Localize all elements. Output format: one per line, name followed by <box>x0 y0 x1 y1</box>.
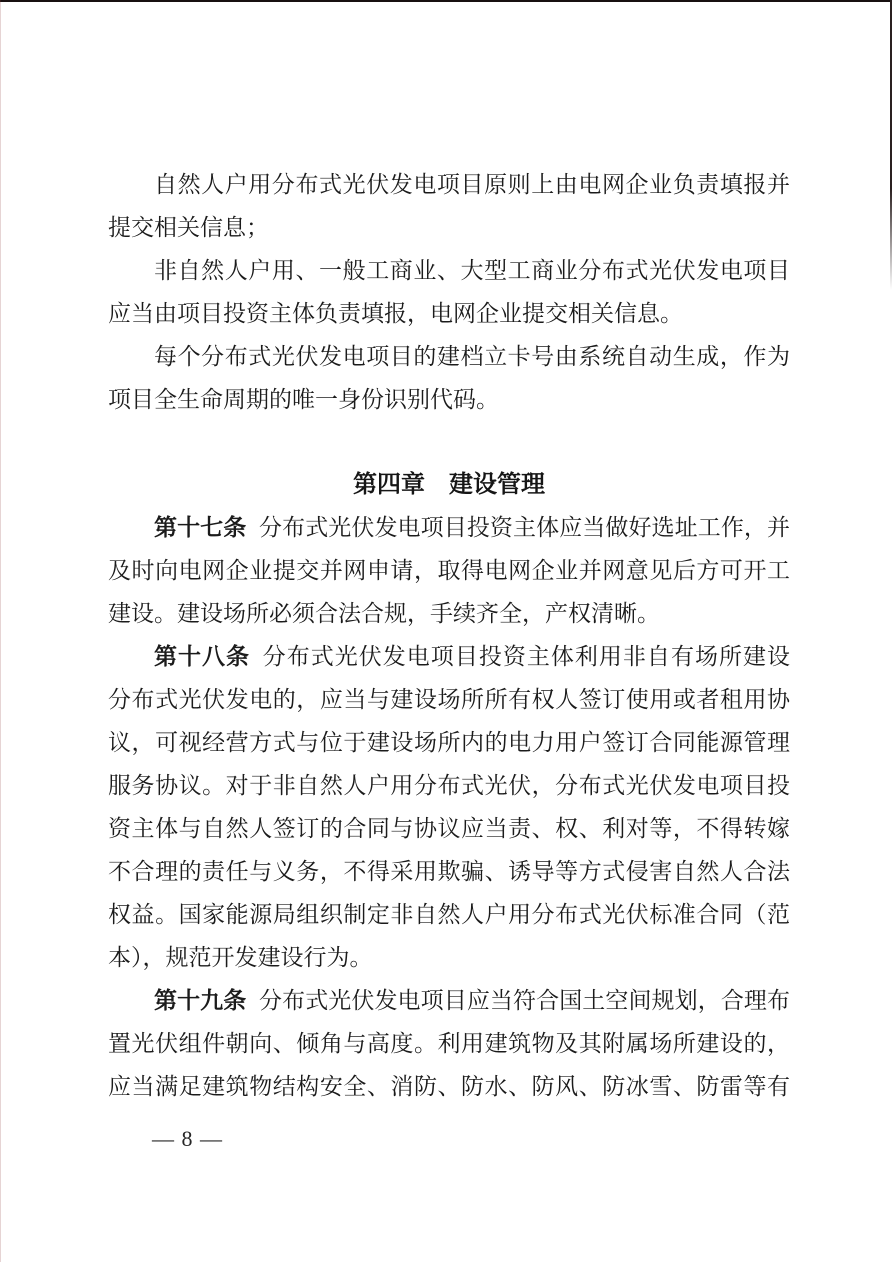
text-line <box>108 1022 790 1065</box>
line-text: 服务协议。对于非自然人户用分布式光伏，分布式光伏发电项目投 <box>108 773 790 798</box>
line-text: 分布式光伏发电项目投资主体利用非自有场所建设 <box>262 644 790 669</box>
text-line <box>108 592 790 635</box>
text-line <box>108 635 790 678</box>
text-line <box>108 807 790 850</box>
line-text: 非自然人户用、一般工商业、大型工商业分布式光伏发电项目 <box>154 258 790 283</box>
text-line <box>108 378 790 421</box>
line-text: 应当满足建筑物结构安全、消防、防水、防风、防冰雪、防雷等有 <box>108 1074 790 1099</box>
text-line <box>108 764 790 807</box>
text-line <box>108 206 790 249</box>
article-number: 第十八条 <box>154 644 251 669</box>
document-body <box>108 163 790 1108</box>
text-line <box>108 506 790 549</box>
paragraph <box>108 163 790 249</box>
line-text: 应当由项目投资主体负责填报，电网企业提交相关信息。 <box>108 301 683 326</box>
line-text: 不合理的责任与义务，不得采用欺骗、诱导等方式侵害自然人合法 <box>108 859 790 884</box>
text-line <box>108 335 790 378</box>
article-number: 第十九条 <box>154 988 247 1013</box>
line-text: 资主体与自然人签订的合同与协议应当责、权、利对等，不得转嫁 <box>108 816 790 841</box>
text-line <box>108 979 790 1022</box>
text-line <box>108 936 790 979</box>
text-line <box>108 163 790 206</box>
paragraph <box>108 335 790 421</box>
text-line <box>108 1065 790 1108</box>
scan-border-top <box>0 0 892 2</box>
line-text: 分布式光伏发电项目应当符合国土空间规划，合理布 <box>259 988 790 1013</box>
line-text: 及时向电网企业提交并网申请，取得电网企业并网意见后方可开工 <box>108 558 790 583</box>
text-line <box>108 850 790 893</box>
line-text: 分布式光伏发电的，应当与建设场所所有权人签订使用或者租用协 <box>108 687 790 712</box>
text-line <box>108 249 790 292</box>
line-text: 分布式光伏发电项目投资主体应当做好选址工作，并 <box>259 515 790 540</box>
line-text: 自然人户用分布式光伏发电项目原则上由电网企业负责填报并 <box>154 172 790 197</box>
article-number: 第十七条 <box>154 515 247 540</box>
article-paragraph <box>108 635 790 979</box>
line-text: 每个分布式光伏发电项目的建档立卡号由系统自动生成，作为 <box>154 344 790 369</box>
line-text: 议，可视经营方式与位于建设场所内的电力用户签订合同能源管理 <box>108 730 790 755</box>
line-text: 权益。国家能源局组织制定非自然人户用分布式光伏标准合同（范 <box>108 902 790 927</box>
page-number: — 8 — <box>152 1126 223 1151</box>
line-text: 本），规范开发建设行为。 <box>108 945 373 970</box>
line-text: 置光伏组件朝向、倾角与高度。利用建筑物及其附属场所建设的， <box>108 1031 790 1056</box>
text-line <box>108 549 790 592</box>
text-line <box>108 893 790 936</box>
line-text: 建设。建设场所必须合法合规，手续齐全，产权清晰。 <box>108 601 660 626</box>
scan-border-left <box>0 0 1 1262</box>
article-paragraph <box>108 506 790 635</box>
line-text: 提交相关信息； <box>108 215 269 240</box>
text-line <box>108 678 790 721</box>
paragraph <box>108 249 790 335</box>
text-line <box>108 292 790 335</box>
text-line <box>108 721 790 764</box>
chapter-heading: 第四章 建设管理 <box>353 471 545 498</box>
article-paragraph <box>108 979 790 1108</box>
line-text: 项目全生命周期的唯一身份识别代码。 <box>108 387 499 412</box>
